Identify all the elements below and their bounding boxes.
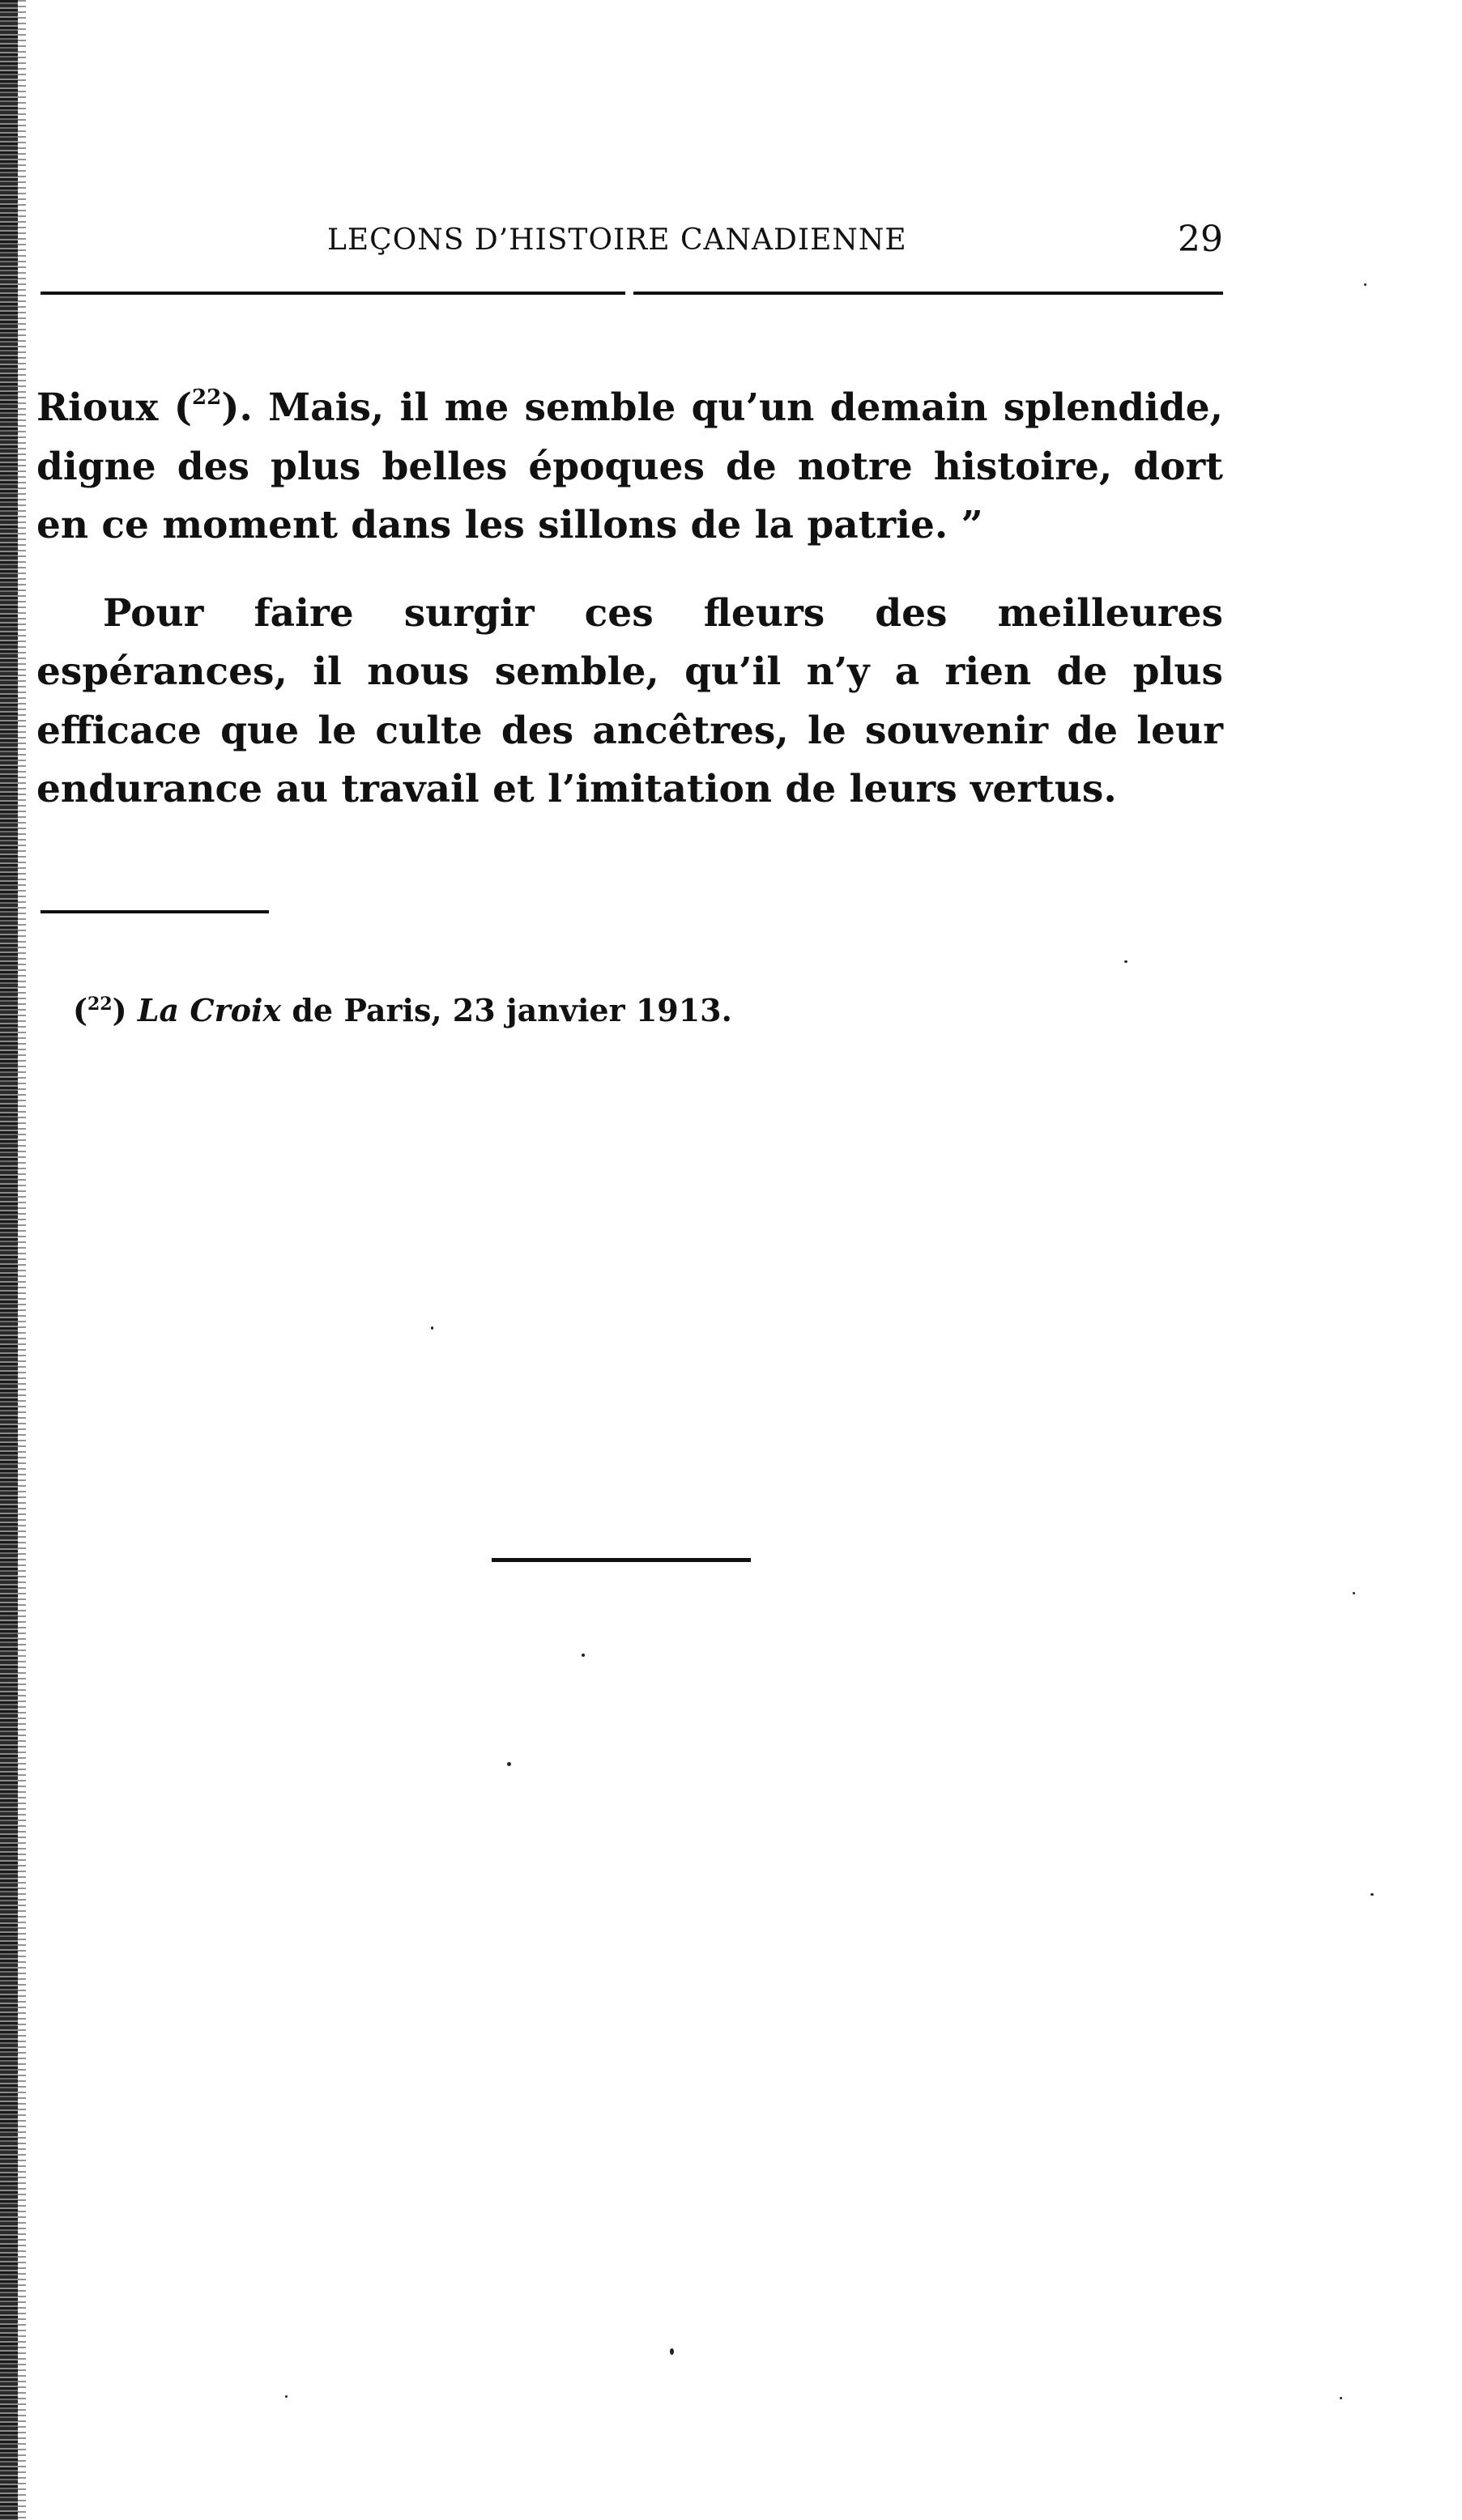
footnote-close-paren: ) [112, 992, 138, 1028]
footnote-source-title: La Croix [137, 992, 282, 1028]
footnote-citation: de Paris, 23 janvier 1913. [281, 992, 732, 1028]
page-number: 29 [1178, 219, 1223, 260]
running-head-title: LEÇONS D’HISTOIRE CANADIENNE [327, 223, 907, 257]
paragraph-continuation [36, 379, 1223, 556]
scan-speck [582, 1654, 585, 1657]
paragraph-1-lead: Rioux ( [36, 385, 193, 430]
running-head [40, 219, 1223, 259]
scan-speck [431, 1326, 433, 1330]
footnote-22 [73, 992, 732, 1028]
scan-speck [1353, 1592, 1355, 1594]
footnote-number: 22 [87, 994, 113, 1015]
end-of-section-rule [492, 1558, 751, 1562]
scan-speck [1370, 1893, 1374, 1896]
body-text [36, 379, 1223, 819]
header-rule-right [633, 292, 1223, 295]
header-rule-left [40, 292, 625, 295]
scan-speck [670, 2348, 674, 2355]
scan-speck [1364, 283, 1366, 286]
footnote-open-paren: ( [73, 992, 87, 1028]
paragraph-2: Pour faire surgir ces fleurs des meilleures espérances, il nous semble, qu’il n’y a rien de plus efficace que le culte des ancêtres, le souvenir de leur endurance au travail et l’imitation de leurs vertus. [36, 590, 1223, 811]
scanned-binding-edge [0, 0, 18, 2520]
scan-speck [1340, 2397, 1342, 2399]
scan-speck [1124, 960, 1127, 963]
footnote-separator-rule [40, 910, 269, 913]
scan-speck [507, 1762, 511, 1766]
paragraph-1-rest: ). Mais, il me semble qu’un demain splendide, digne des plus belles époques de notre histoire, dort en ce moment dans les sillons de la patrie. ” [36, 385, 1224, 547]
scan-speck [285, 2395, 288, 2398]
footnote-reference: 22 [192, 385, 222, 410]
